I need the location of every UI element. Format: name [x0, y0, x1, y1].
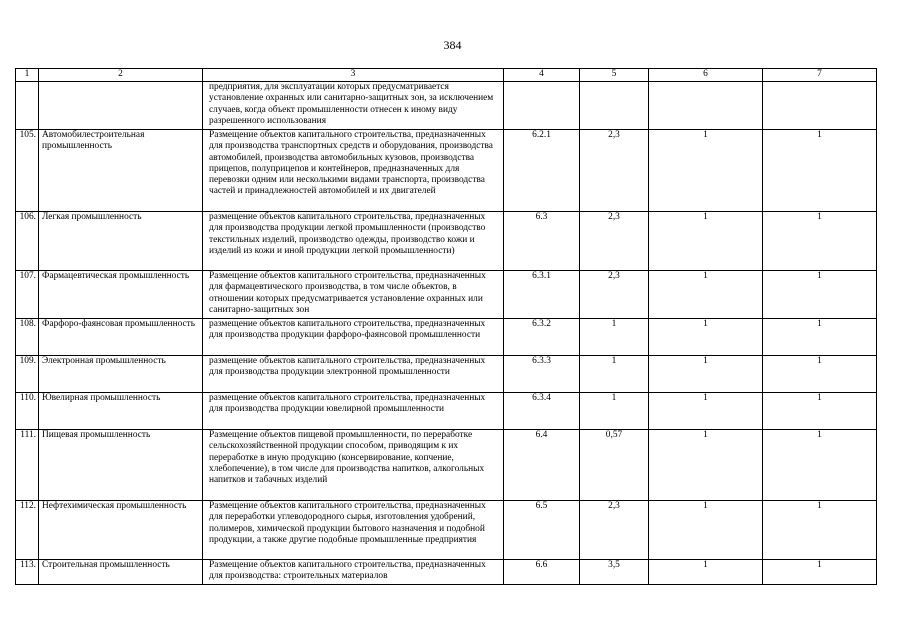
use-description: размещение объектов капитального строительства, предназначенных для производства продукции легкой промышленности (производство текстильных изделий, производство одежды, производство кожи и изделий из кожи и иной продукции легкой промышленности) — [203, 212, 504, 271]
table-row — [16, 82, 877, 130]
table-row — [16, 393, 877, 430]
use-description: Размещение объектов капитального строительства, предназначенных для фармацевтического производства, в том числе объектов, в отношении которых предусматривается установление охранных или санитарно-защитных зон — [203, 271, 504, 319]
row-number: 113. — [16, 560, 39, 585]
row-number: 108. — [16, 319, 39, 356]
row-number: 106. — [16, 212, 39, 271]
use-name: Электронная промышленность — [39, 356, 203, 393]
table-row — [16, 560, 877, 585]
page-number: 384 — [443, 38, 462, 52]
column-7-value: 1 — [763, 212, 877, 271]
use-code: 6.5 — [504, 501, 580, 560]
column-5-value — [580, 82, 649, 130]
table-row — [16, 319, 877, 356]
use-description: размещение объектов капитального строительства, предназначенных для производства продукции электронной промышленности — [203, 356, 504, 393]
column-header: 1 — [16, 69, 39, 82]
use-description: Размещение объектов капитального строительства, предназначенных для переработки углеводородного сырья, изготовления удобрений, полимеров, химической продукции бытового назначения и подобной продукции, а также другие подобные промышленные предприятия — [203, 501, 504, 560]
header-row — [16, 69, 877, 82]
column-header: 4 — [504, 69, 580, 82]
column-7-value: 1 — [763, 560, 877, 585]
row-number: 105. — [16, 130, 39, 212]
use-code: 6.2.1 — [504, 130, 580, 212]
column-6-value: 1 — [649, 356, 763, 393]
table-body — [16, 69, 877, 585]
table-row — [16, 430, 877, 501]
use-name: Легкая промышленность — [39, 212, 203, 271]
row-number: 109. — [16, 356, 39, 393]
column-7-value: 1 — [763, 393, 877, 430]
column-header: 5 — [580, 69, 649, 82]
use-name: Фарфоро-фаянсовая промышленность — [39, 319, 203, 356]
row-number: 111. — [16, 430, 39, 501]
table-row — [16, 130, 877, 212]
use-name: Нефтехимическая промышленность — [39, 501, 203, 560]
use-name: Ювелирная промышленность — [39, 393, 203, 430]
table-row — [16, 356, 877, 393]
column-5-value: 3,5 — [580, 560, 649, 585]
use-code: 6.3.1 — [504, 271, 580, 319]
row-number: 110. — [16, 393, 39, 430]
land-use-table — [15, 68, 877, 585]
use-description: предприятия, для эксплуатации которых предусматривается установление охранных или санитарно-защитных зон, за исключением случаев, когда объект промышленности отнесен к иному виду разрешенного использования — [203, 82, 504, 130]
column-7-value: 1 — [763, 319, 877, 356]
row-number: 107. — [16, 271, 39, 319]
column-5-value: 2,3 — [580, 130, 649, 212]
use-description: размещение объектов капитального строительства, предназначенных для производства продукции фарфоро-фаянсовой промышленности — [203, 319, 504, 356]
use-name: Автомобилестроительная промышленность — [39, 130, 203, 212]
use-code: 6.3.2 — [504, 319, 580, 356]
column-header: 2 — [39, 69, 203, 82]
use-code — [504, 82, 580, 130]
column-header: 7 — [763, 69, 877, 82]
use-name: Пищевая промышленность — [39, 430, 203, 501]
column-header: 6 — [649, 69, 763, 82]
column-7-value: 1 — [763, 430, 877, 501]
column-7-value: 1 — [763, 501, 877, 560]
column-6-value: 1 — [649, 212, 763, 271]
column-6-value: 1 — [649, 319, 763, 356]
column-7-value: 1 — [763, 356, 877, 393]
use-code: 6.4 — [504, 430, 580, 501]
column-5-value: 1 — [580, 356, 649, 393]
use-description: Размещение объектов капитального строительства, предназначенных для производства транспортных средств и оборудования, производства автомобилей, производства автомобильных кузовов, производства прицепов, полуприцепов и контейнеров, предназначенных для перевозки одним или несколькими видами транспорта, производства частей и принадлежностей автомобилей и их двигателей — [203, 130, 504, 212]
column-6-value — [649, 82, 763, 130]
use-description: размещение объектов капитального строительства, предназначенных для производства продукции ювелирной промышленности — [203, 393, 504, 430]
column-6-value: 1 — [649, 130, 763, 212]
column-5-value: 2,3 — [580, 271, 649, 319]
table-row — [16, 212, 877, 271]
column-7-value: 1 — [763, 271, 877, 319]
column-5-value: 1 — [580, 393, 649, 430]
column-5-value: 0,57 — [580, 430, 649, 501]
use-code: 6.3.3 — [504, 356, 580, 393]
column-6-value: 1 — [649, 501, 763, 560]
use-code: 6.3 — [504, 212, 580, 271]
column-6-value: 1 — [649, 271, 763, 319]
row-number — [16, 82, 39, 130]
row-number: 112. — [16, 501, 39, 560]
column-5-value: 2,3 — [580, 212, 649, 271]
column-7-value: 1 — [763, 130, 877, 212]
column-6-value: 1 — [649, 393, 763, 430]
column-6-value: 1 — [649, 430, 763, 501]
table-row — [16, 501, 877, 560]
use-description: Размещение объектов пищевой промышленности, по переработке сельскохозяйственной продукции способом, приводящим к их переработке в иную продукцию (консервирование, копчение, хлебопечение), в том числе для производства напитков, алкогольных напитков и табачных изделий — [203, 430, 504, 501]
use-name — [39, 82, 203, 130]
column-5-value: 2,3 — [580, 501, 649, 560]
column-5-value: 1 — [580, 319, 649, 356]
use-code: 6.6 — [504, 560, 580, 585]
column-6-value: 1 — [649, 560, 763, 585]
column-7-value — [763, 82, 877, 130]
use-description: Размещение объектов капитального строительства, предназначенных для производства: строительных материалов — [203, 560, 504, 585]
column-header: 3 — [203, 69, 504, 82]
use-name: Фармацевтическая промышленность — [39, 271, 203, 319]
use-code: 6.3.4 — [504, 393, 580, 430]
table-row — [16, 271, 877, 319]
use-name: Строительная промышленность — [39, 560, 203, 585]
